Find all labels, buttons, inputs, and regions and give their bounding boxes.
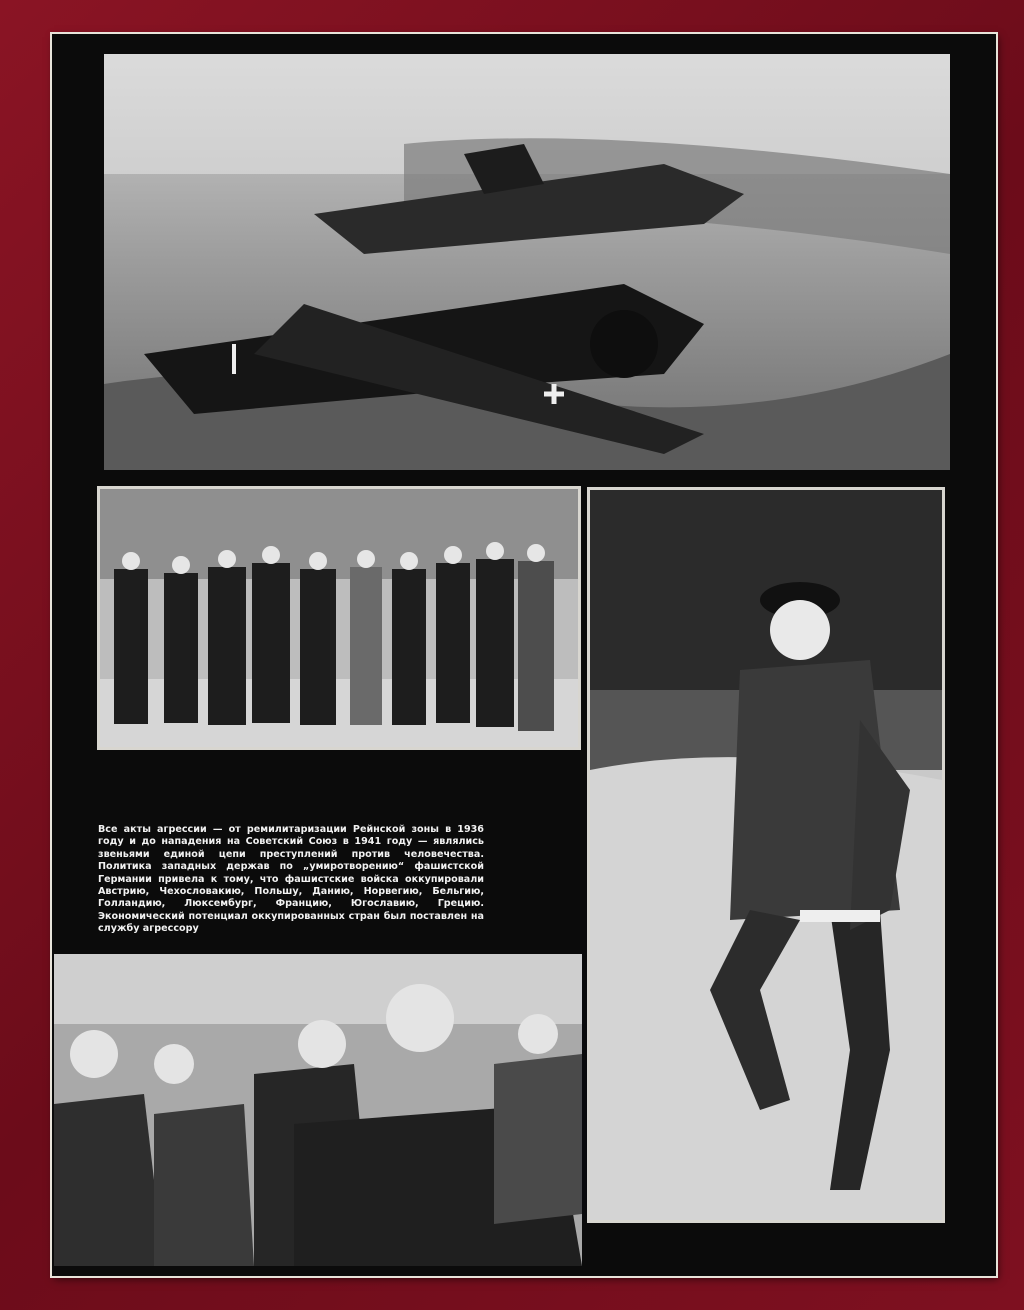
- soldiers-photo: [54, 954, 582, 1266]
- officer-photo: [590, 490, 942, 1220]
- aircraft-photo-image: [104, 54, 950, 470]
- page-caption: Все акты агрессии — от ремилитаризации Рейнской зоны в 1936 году и до нападения на Советский Союз в 1941 году — являлись звеньями единой цепи преступлений против человечества. Политика западных держав по „умиротворению“ фашистской Германии привела к тому, что фашистские войска оккупировали Австрию, Чехословакию, Польшу, Данию, Норвегию, Бельгию, Голландию, Люксембург, Францию, Югославию, Грецию. Экономический потенциал оккупированных стран был поставлен на службу агрессору: [98, 824, 484, 935]
- soldiers-photo-image: [54, 954, 582, 1266]
- printed-page: [52, 34, 996, 1276]
- group-photo-image: [100, 489, 578, 747]
- officer-photo-image: [590, 490, 942, 1220]
- aircraft-photo: [104, 54, 950, 470]
- group-photo: [100, 489, 578, 747]
